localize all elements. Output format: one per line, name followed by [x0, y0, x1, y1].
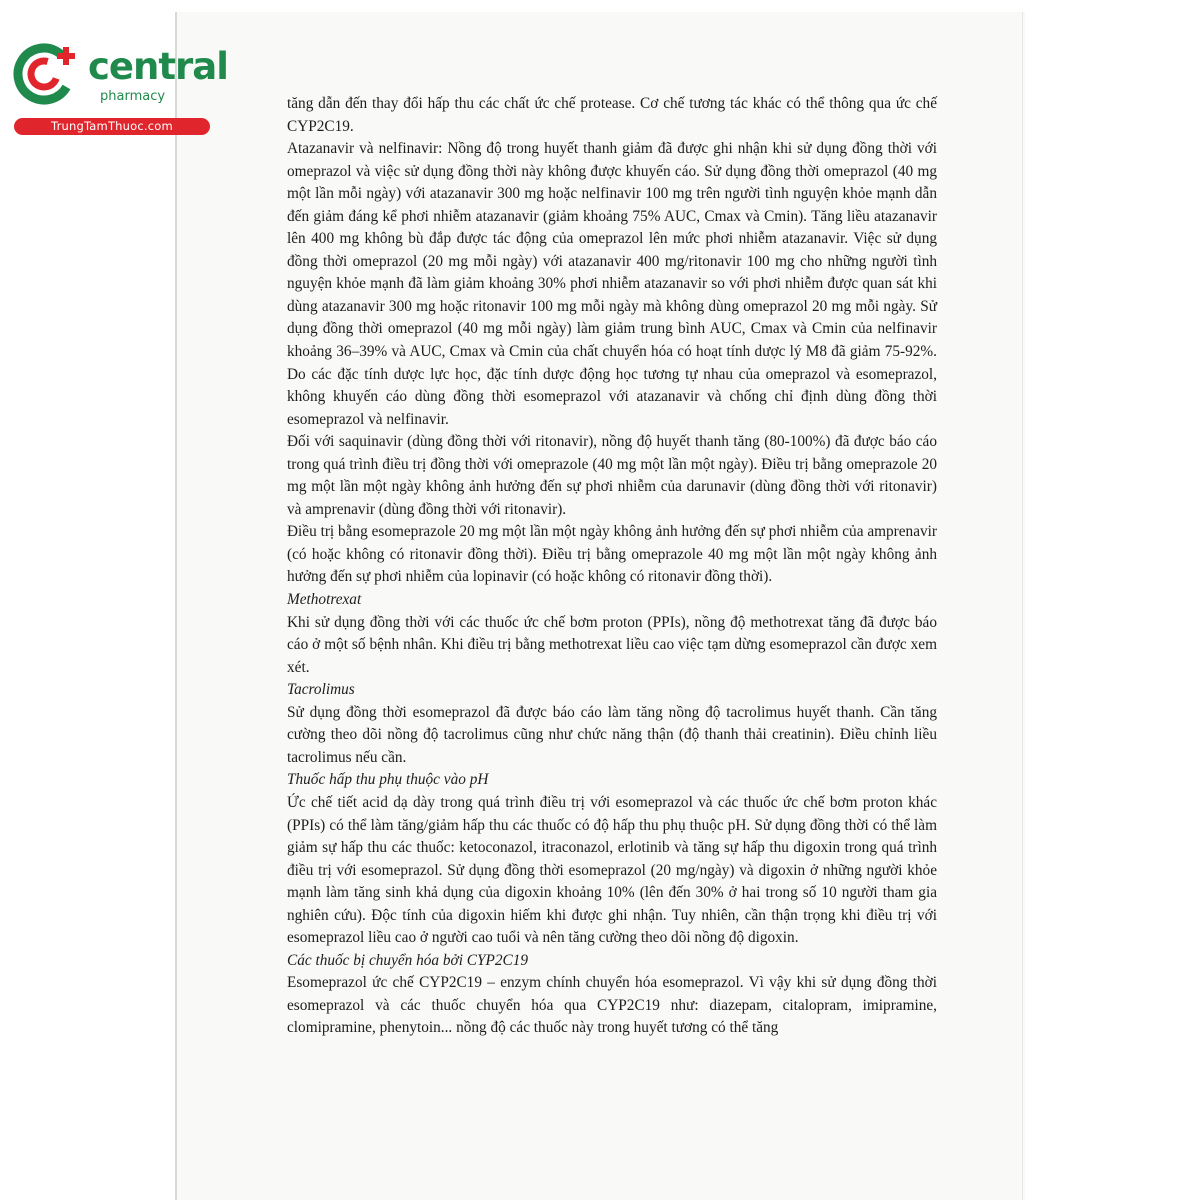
paragraph: Ức chế tiết acid dạ dày trong quá trình điều trị với esomeprazol và các thuốc ức chế bơm proton khác (PPIs) có thể làm tăng/giảm hấp thu các thuốc có độ hấp thu phụ thuộc pH. Sử dụng đồng thời có thể làm giảm sự hấp thu các thuốc: ketoconazol, itraconazol, erlotinib và tăng sự hấp thu digoxin trong quá trình điều trị với esomeprazol. Sử dụng đồng thời esomeprazol (20 mg/ngày) và digoxin ở những người khỏe mạnh làm tăng sinh khả dụng của digoxin khoảng 10% (lên đến 30% ở hai trong số 10 người tham gia nghiên cứu). Độc tính của digoxin hiếm khi được ghi nhận. Tuy nhiên, cần thận trọng khi điều trị với esomeprazol liều cao ở người cao tuổi và nên tăng cường theo dõi nồng độ digoxin.	[287, 793, 937, 947]
paragraph: Khi sử dụng đồng thời với các thuốc ức chế bơm proton (PPIs), nồng độ methotrexat tăng đã được báo cáo ở một số bệnh nhân. Khi điều trị bằng methotrexat liều cao việc tạm dừng esomeprazol cần được xem xét.	[287, 613, 937, 676]
page-right-edge	[1022, 12, 1023, 1200]
paragraph: tăng dẫn đến thay đổi hấp thu các chất ức chế protease. Cơ chế tương tác khác có thể thông qua ức chế CYP2C19.	[287, 95, 937, 135]
central-pharmacy-logo[interactable]	[12, 38, 228, 138]
section-heading-ph: Thuốc hấp thu phụ thuộc vào pH	[287, 771, 489, 789]
paragraph: Esomeprazol ức chế CYP2C19 – enzym chính chuyển hóa esomeprazol. Vì vậy khi sử dụng đồng thời esomeprazol và các thuốc chuyển hóa qua CYP2C19 như: diazepam, citalopram, imipramine, clomipramine, phenytoin... nồng độ các thuốc này trong huyết tương có thể tăng	[287, 974, 937, 1037]
logo-url-badge[interactable]: TrungTamThuoc.com	[14, 118, 210, 135]
section-heading-methotrexat: Methotrexat	[287, 591, 362, 609]
paragraph: Đối với saquinavir (dùng đồng thời với ritonavir), nồng độ huyết thanh tăng (80-100%) đã được báo cáo trong quá trình điều trị đồng thời với omeprazole (40 mg một lần một ngày). Điều trị bằng omeprazole 20 mg một lần một ngày không ảnh hưởng đến sự phơi nhiễm của darunavir (dùng đồng thời với ritonavir) và amprenavir (dùng đồng thời với ritonavir).	[287, 433, 937, 518]
logo-brand-text: central	[88, 45, 228, 88]
paragraph: Điều trị bằng esomeprazole 20 mg một lần một ngày không ảnh hưởng đến sự phơi nhiễm của amprenavir (có hoặc không có ritonavir đồng thời). Điều trị bằng omeprazole 40 mg một lần một ngày không ảnh hưởng đến sự phơi nhiễm của lopinavir (có hoặc không có ritonavir đồng thời).	[287, 523, 937, 586]
page-left-edge	[175, 12, 177, 1200]
paragraph: Atazanavir và nelfinavir: Nồng độ trong huyết thanh giảm đã được ghi nhận khi sử dụng đồng thời với omeprazol và việc sử dụng đồng thời này không được khuyến cáo. Sử dụng đồng thời omeprazol (40 mg một lần mỗi ngày) với atazanavir 300 mg hoặc nelfinavir 100 mg trên người tình nguyện khỏe mạnh dẫn đến giảm đáng kể phơi nhiễm atazanavir (giảm khoảng 75% AUC, Cmax và Cmin). Tăng liều atazanavir lên 400 mg không bù đắp được tác động của omeprazol lên mức phơi nhiễm atazanavir. Việc sử dụng đồng thời omeprazol (20 mg mỗi ngày) với atazanavir 400 mg/ritonavir 100 mg cho những người tình nguyện khỏe mạnh đã làm giảm khoảng 30% phơi nhiễm atazanavir so với phơi nhiễm được quan sát khi dùng atazanavir 300 mg hoặc ritonavir 100 mg mỗi ngày mà không dùng omeprazol 20 mg mỗi ngày. Sử dụng đồng thời omeprazol (40 mg mỗi ngày) làm giảm trung bình AUC, Cmax và Cmin của nelfinavir khoảng 36–39% và AUC, Cmax và Cmin của chất chuyển hóa có hoạt tính dược lý M8 đã giảm 75-92%. Do các đặc tính dược lực học, đặc tính dược động học tương tự nhau của omeprazol và esomeprazol, không khuyến cáo dùng đồng thời esomeprazol với atazanavir và chống chỉ định dùng đồng thời esomeprazol và nelfinavir.	[287, 140, 937, 428]
central-logo-icon	[12, 38, 92, 116]
paragraph: Sử dụng đồng thời esomeprazol đã được báo cáo làm tăng nồng độ tacrolimus huyết thanh. Cần tăng cường theo dõi nồng độ tacrolimus cũng như chức năng thận (độ thanh thải creatinin). Điều chỉnh liều tacrolimus nếu cần.	[287, 703, 937, 766]
logo-sub-text: pharmacy	[100, 89, 166, 104]
document-body	[287, 93, 937, 1040]
section-heading-tacrolimus: Tacrolimus	[287, 681, 355, 699]
section-heading-cyp2c19: Các thuốc bị chuyển hóa bởi CYP2C19	[287, 951, 528, 969]
